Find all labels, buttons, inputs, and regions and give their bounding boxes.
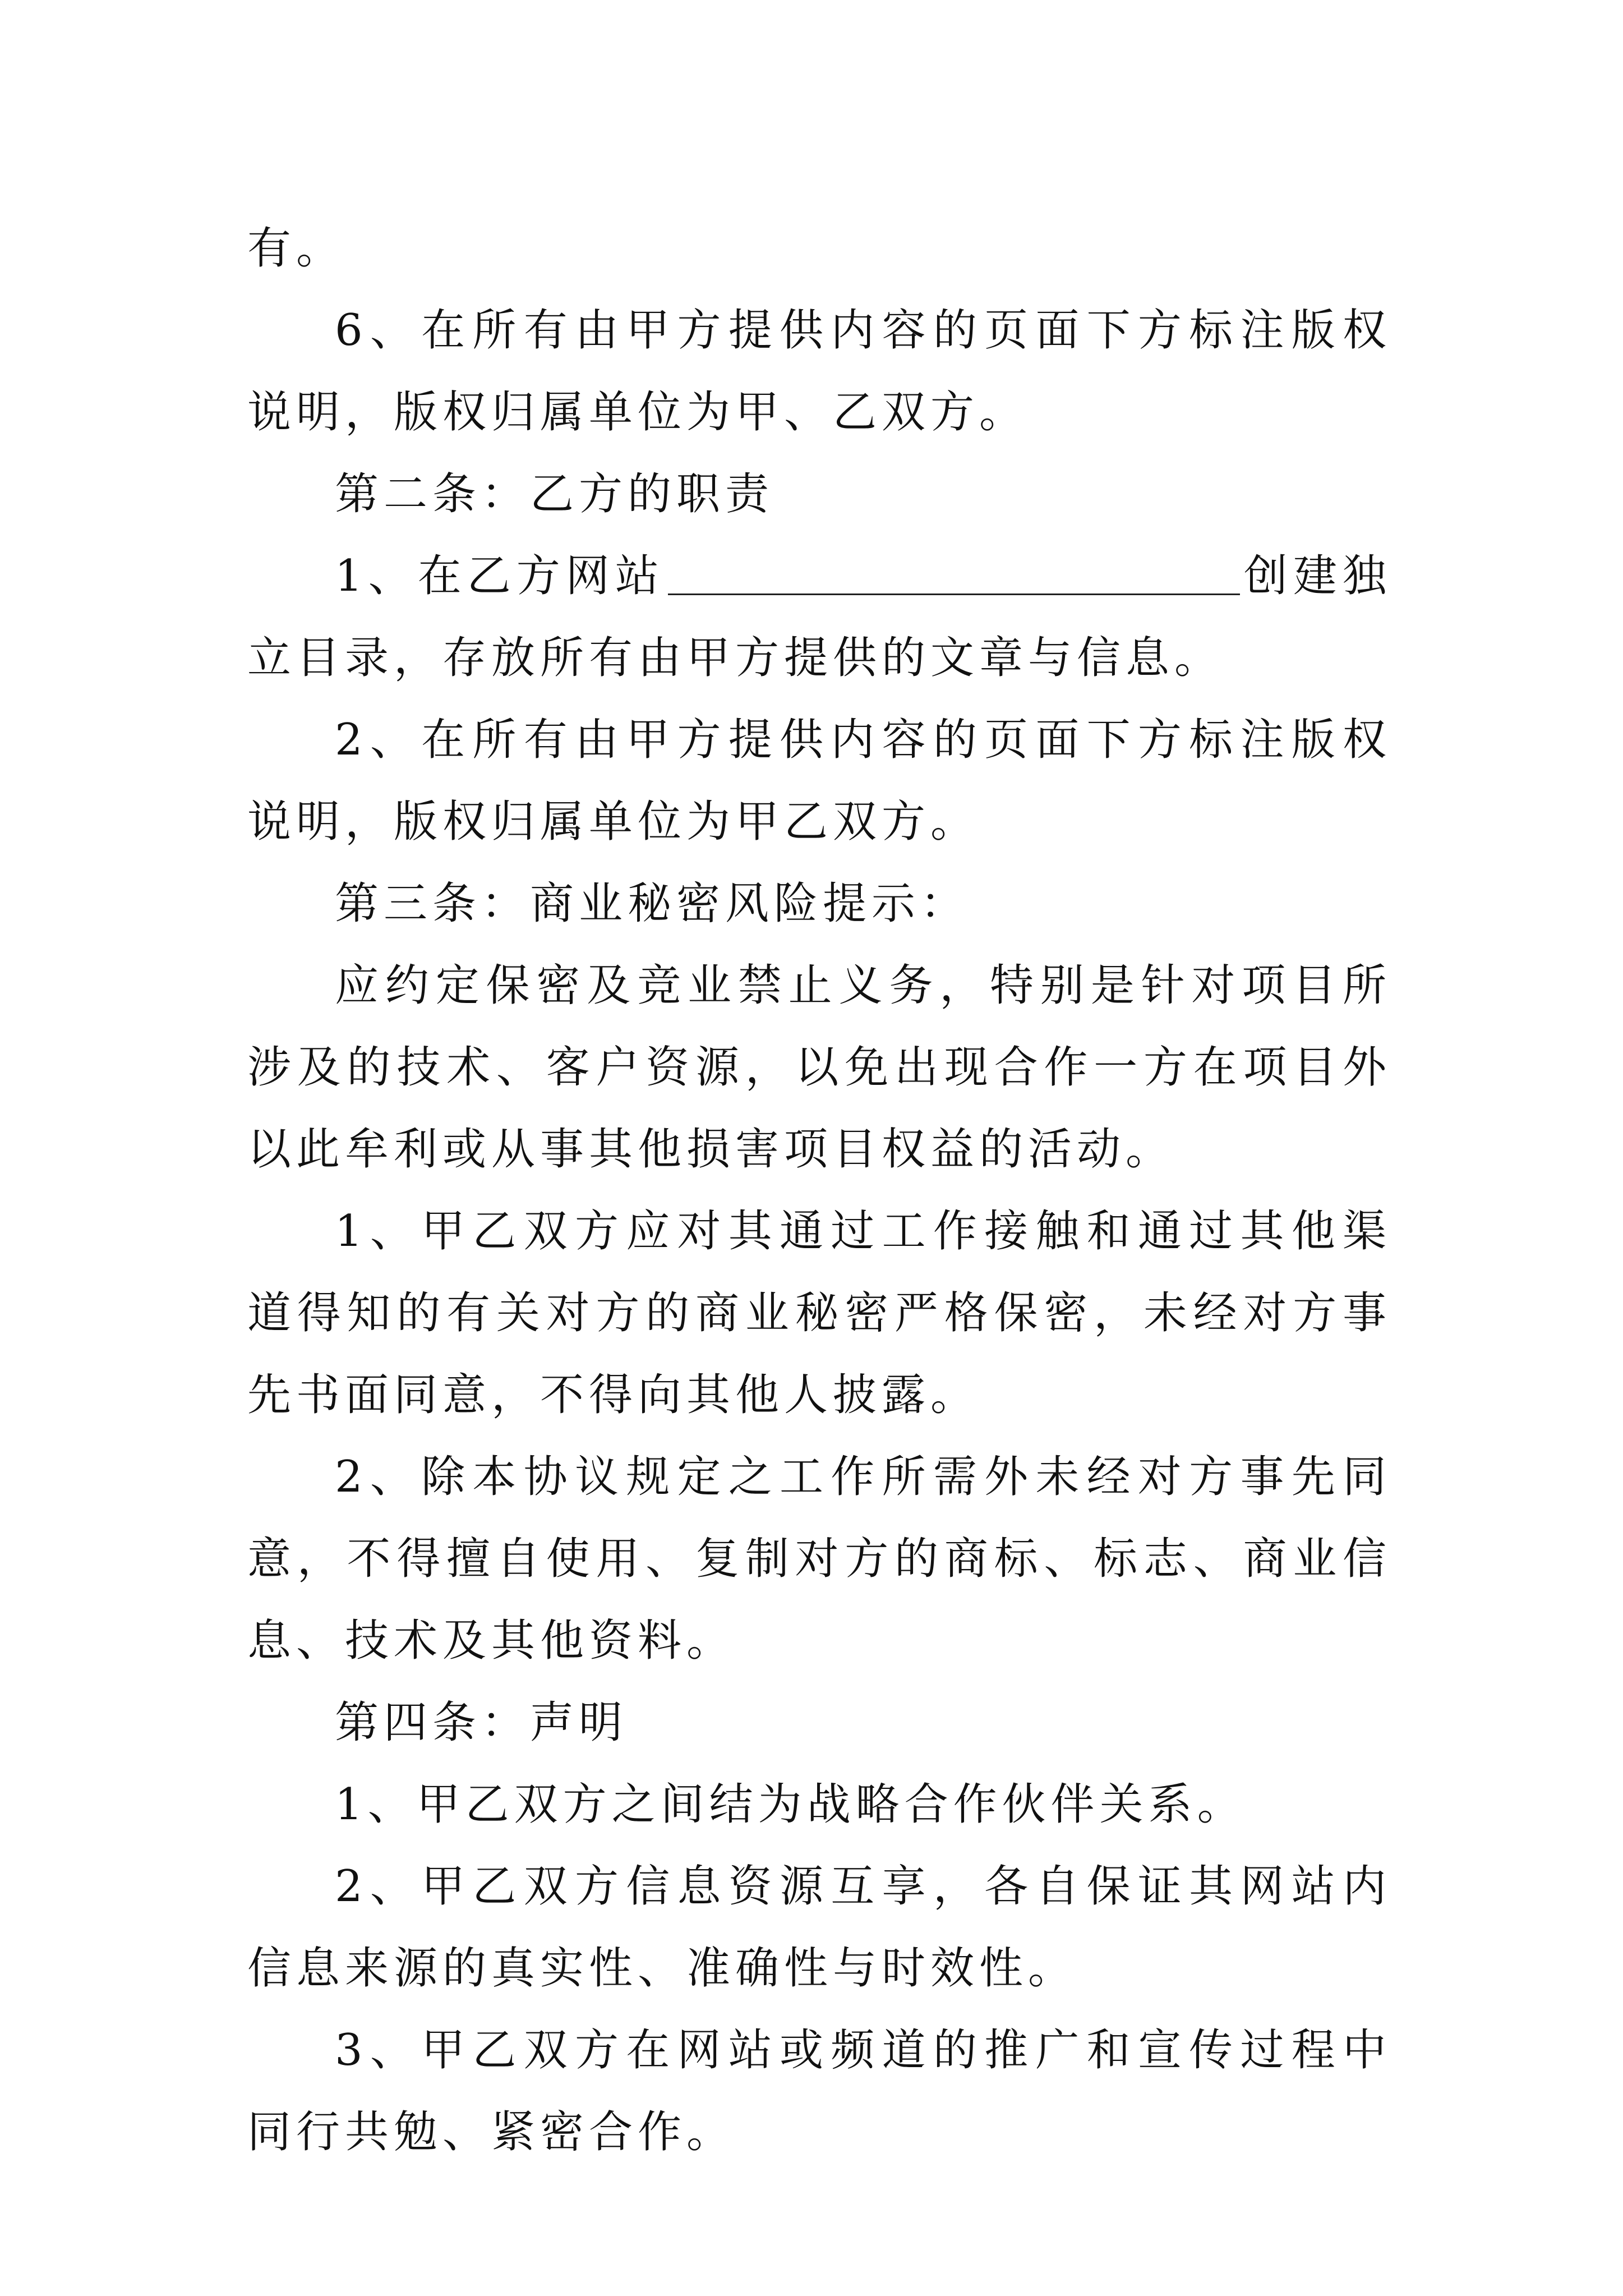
paragraph-clause-2-2: 2、在所有由甲方提供内容的页面下方标注版权说明，版权归属单位为甲乙双方。 [247,715,1391,847]
clause-2-1-before-blank: 1、在乙方网站 [335,551,665,601]
paragraph-clause-3-1: 1、甲乙双方应对其通过工作接触和通过其他渠道得知的有关对方的商业秘密严格保密，未经对方事先书面同意，不得向其他人披露。 [247,1206,1391,1420]
paragraph-clause-1-6: 6、在所有由甲方提供内容的页面下方标注版权说明，版权归属单位为甲、乙双方。 [247,305,1391,438]
paragraph-continuation: 有。 [247,223,345,274]
heading-article-4: 第四条：声明 [335,1697,628,1748]
heading-article-2: 第二条：乙方的职责 [335,469,774,519]
paragraph-clause-3-2: 2、除本协议规定之工作所需外未经对方事先同意，不得擅自使用、复制对方的商标、标志、商业信息、技术及其他资料。 [247,1452,1391,1666]
paragraph-clause-4-3: 3、甲乙双方在网站或频道的推广和宣传过程中同行共勉、紧密合作。 [247,2025,1391,2157]
website-blank-line [668,550,1240,595]
paragraph-clause-4-1: 1、甲乙双方之间结为战略合作伙伴关系。 [335,1779,1246,1830]
paragraph-clause-4-2: 2、甲乙双方信息资源互享，各自保证其网站内信息来源的真实性、准确性与时效性。 [247,1861,1391,1994]
paragraph-clause-2-1 [247,535,1391,699]
clause-2-1-after-blank: 创建独立目录，存放所有由甲方提供的文章与信息。 [247,551,1391,683]
document-body [247,208,1391,2173]
paragraph-confidentiality-note: 应约定保密及竞业禁止义务，特别是针对项目所涉及的技术、客户资源，以免出现合作一方在项目外以此牟利或从事其他损害项目权益的活动。 [247,960,1391,1175]
heading-article-3: 第三条：商业秘密风险提示： [335,878,970,929]
